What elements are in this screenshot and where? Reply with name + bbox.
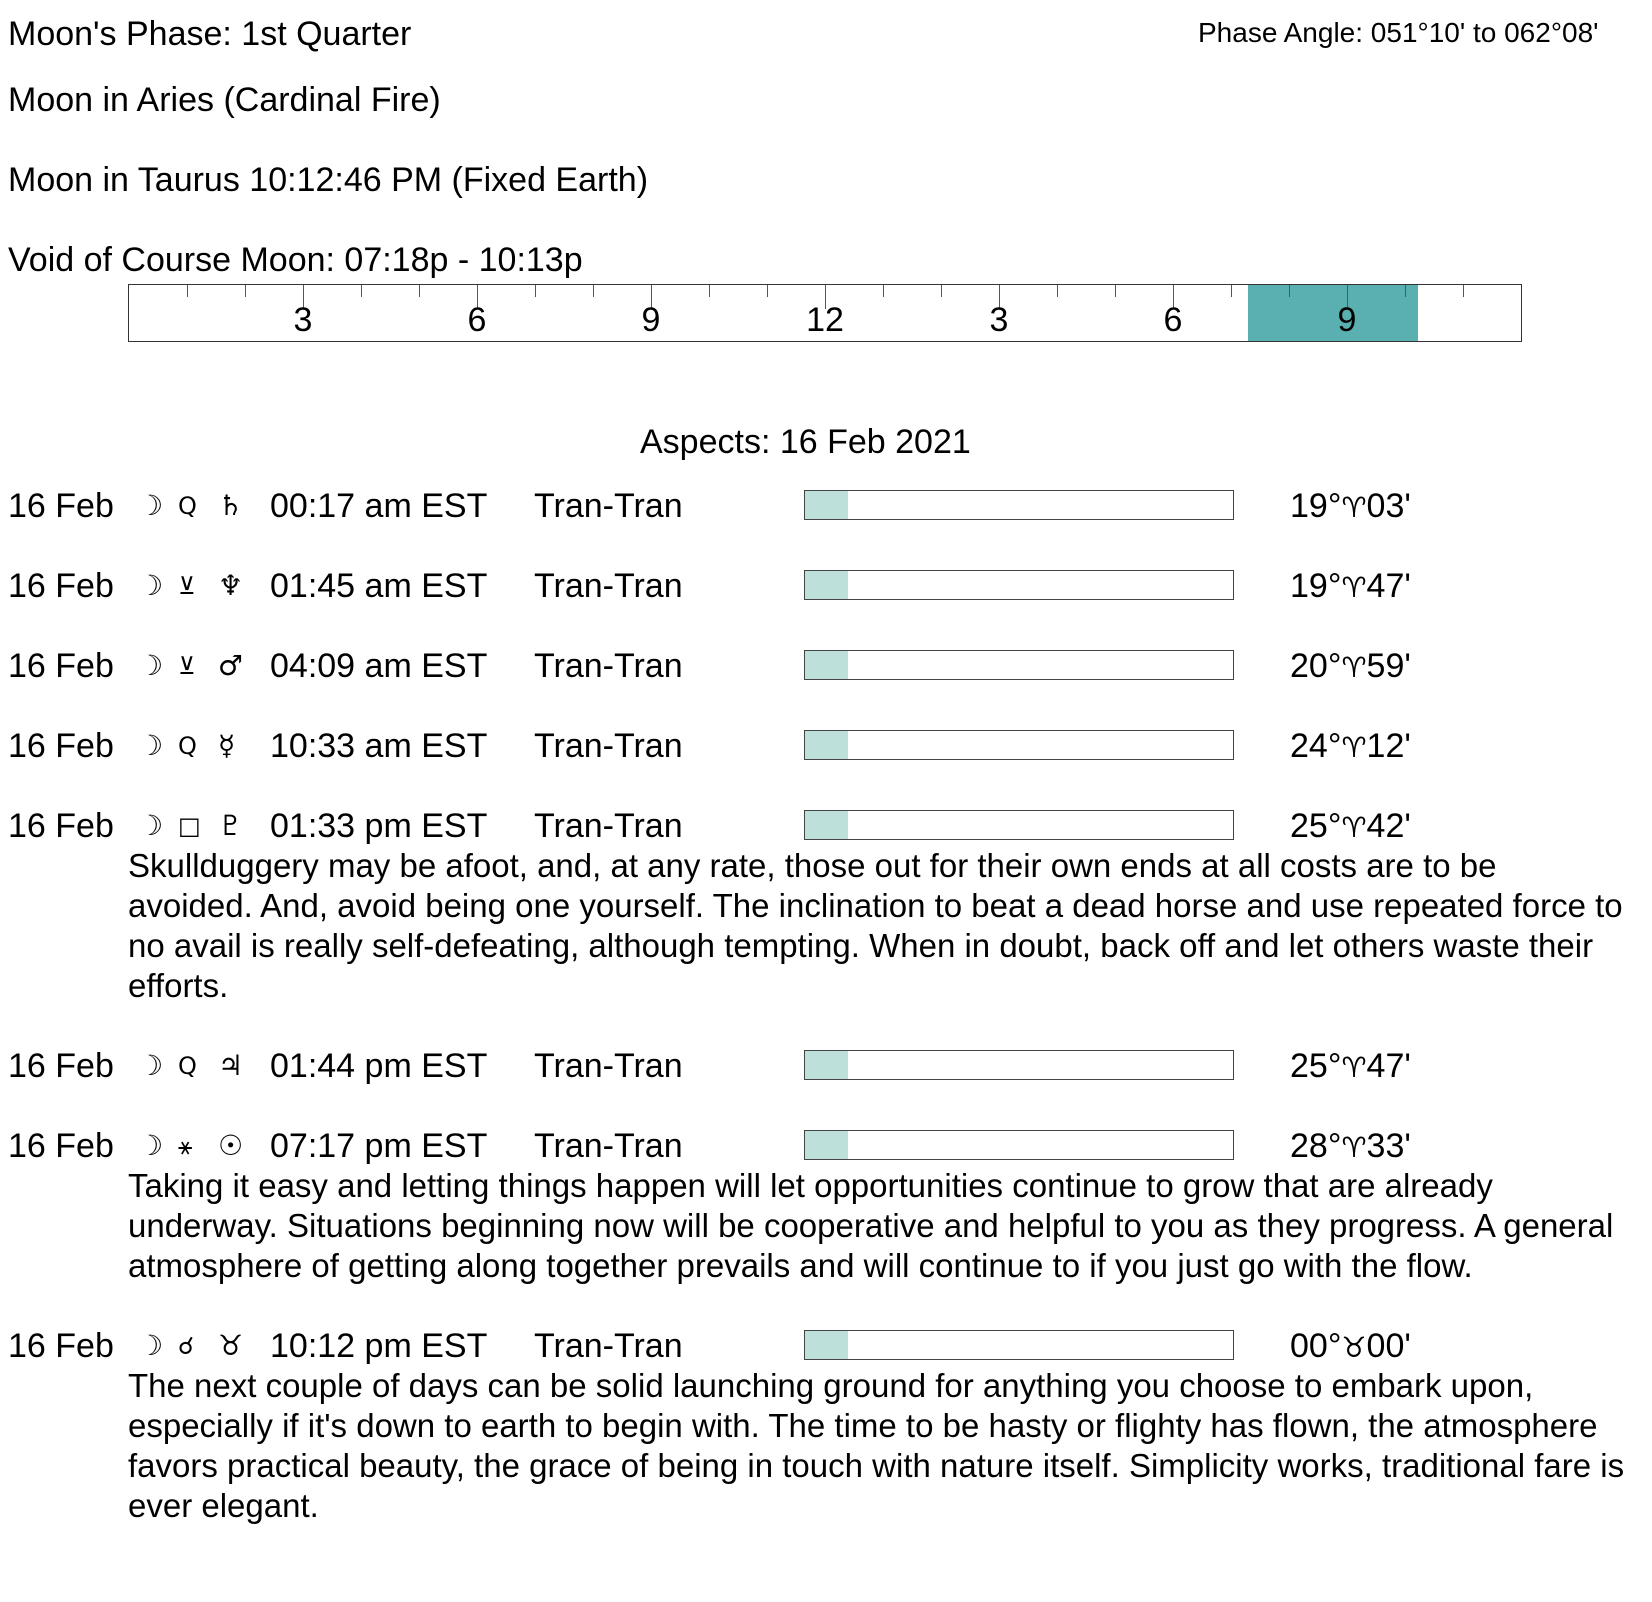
moon-glyph-icon: ☽ bbox=[138, 729, 164, 762]
position-minutes: 33' bbox=[1366, 1127, 1411, 1165]
aspect-position bbox=[1290, 486, 1411, 528]
position-degree: 28° bbox=[1290, 1127, 1342, 1165]
timeline-tick bbox=[593, 285, 594, 297]
moon-header bbox=[0, 0, 1652, 284]
position-minutes: 47' bbox=[1366, 567, 1411, 605]
timeline-tick bbox=[187, 285, 188, 297]
aspect-row bbox=[8, 646, 1652, 686]
aspect-row bbox=[8, 726, 1652, 766]
aspect-time: 10:12 pm EST bbox=[270, 1327, 488, 1365]
moon-sign-line bbox=[0, 80, 1652, 160]
position-degree: 00° bbox=[1290, 1327, 1342, 1365]
position-degree: 25° bbox=[1290, 1047, 1342, 1085]
aspect-strength-fill bbox=[805, 651, 848, 679]
aspect-glyph-icon: □ bbox=[178, 812, 201, 840]
aspect-strength-bar bbox=[804, 730, 1234, 760]
moon-glyph-icon: ☽ bbox=[138, 1049, 164, 1082]
aspect-row bbox=[8, 1326, 1652, 1366]
aspect-position bbox=[1290, 1046, 1411, 1088]
zodiac-sign-icon: ♈ bbox=[1341, 491, 1367, 524]
aspect-strength-bar bbox=[804, 650, 1234, 680]
aspect-time: 00:17 am EST bbox=[270, 487, 488, 525]
aspect-strength-fill bbox=[805, 731, 848, 759]
aspect-kind: Tran-Tran bbox=[534, 1327, 683, 1365]
timeline-tick bbox=[1115, 285, 1116, 297]
position-degree: 19° bbox=[1290, 567, 1342, 605]
aspect-kind: Tran-Tran bbox=[534, 1127, 683, 1165]
timeline-hour-label: 12 bbox=[806, 301, 844, 339]
planet-glyph-icon: ♆ bbox=[218, 569, 244, 602]
position-minutes: 12' bbox=[1366, 727, 1411, 765]
moon-sign: Moon in Aries (Cardinal Fire) bbox=[8, 81, 441, 119]
aspect-kind: Tran-Tran bbox=[534, 487, 683, 525]
aspect-time: 01:33 pm EST bbox=[270, 807, 488, 845]
moon-ingress-line bbox=[0, 160, 1652, 240]
aspect-row bbox=[8, 1046, 1652, 1086]
aspect-strength-fill bbox=[805, 1331, 848, 1359]
aspect-glyph-icon: Q bbox=[178, 1052, 197, 1080]
aspect-kind: Tran-Tran bbox=[534, 807, 683, 845]
moon-glyph-icon: ☽ bbox=[138, 1329, 164, 1362]
timeline-tick bbox=[419, 285, 420, 297]
aspect-position bbox=[1290, 646, 1411, 688]
planet-glyph-icon: ♇ bbox=[218, 809, 244, 842]
timeline-tick bbox=[767, 285, 768, 297]
aspect-entry bbox=[0, 726, 1652, 766]
aspect-row bbox=[8, 806, 1652, 846]
aspect-time: 01:45 am EST bbox=[270, 567, 488, 605]
aspect-strength-bar bbox=[804, 1050, 1234, 1080]
aspect-interpretation: Taking it easy and letting things happen will let opportunities continue to grow that are already underway. Situations beginning now will be cooperative and helpful to you as they progress. A general atmosphere of getting along together prevails and will continue to if you just go with the flow. bbox=[128, 1167, 1614, 1284]
moon-glyph-icon: ☽ bbox=[138, 649, 164, 682]
aspect-entry bbox=[0, 486, 1652, 526]
aspect-entry bbox=[0, 566, 1652, 606]
aspect-position bbox=[1290, 566, 1411, 608]
zodiac-sign-icon: ♈ bbox=[1341, 1051, 1367, 1084]
zodiac-sign-icon: ♈ bbox=[1341, 651, 1367, 684]
planet-glyph-icon: ♃ bbox=[218, 1049, 244, 1082]
aspect-strength-bar bbox=[804, 1130, 1234, 1160]
aspect-glyph-icon: ⚹ bbox=[178, 1132, 193, 1160]
position-minutes: 47' bbox=[1366, 1047, 1411, 1085]
position-minutes: 00' bbox=[1366, 1327, 1411, 1365]
aspect-time: 07:17 pm EST bbox=[270, 1127, 488, 1165]
aspect-date: 16 Feb bbox=[8, 567, 114, 605]
aspect-strength-fill bbox=[805, 1051, 848, 1079]
zodiac-sign-icon: ♈ bbox=[1341, 571, 1367, 604]
aspect-time: 04:09 am EST bbox=[270, 647, 488, 685]
position-degree: 25° bbox=[1290, 807, 1342, 845]
aspect-kind: Tran-Tran bbox=[534, 1047, 683, 1085]
position-degree: 20° bbox=[1290, 647, 1342, 685]
aspect-glyph-icon: ☌ bbox=[178, 1332, 195, 1360]
aspect-time: 01:44 pm EST bbox=[270, 1047, 488, 1085]
aspect-glyph-icon: Q bbox=[178, 492, 197, 520]
aspects-list bbox=[0, 486, 1652, 1526]
aspect-strength-fill bbox=[805, 491, 848, 519]
aspect-position bbox=[1290, 806, 1411, 848]
aspect-strength-bar bbox=[804, 810, 1234, 840]
aspect-glyph-icon: ⊻ bbox=[178, 652, 196, 680]
timeline-tick bbox=[245, 285, 246, 297]
aspect-entry bbox=[0, 1126, 1652, 1286]
aspect-interpretation: The next couple of days can be solid launching ground for anything you choose to embark upon, especially if it's down to earth to begin with. The time to be hasty or flighty has flown, the atmosphere favors practical beauty, the grace of being in touch with nature itself. Simplicity works, traditional fare is ever elegant. bbox=[128, 1367, 1625, 1524]
timeline-tick bbox=[361, 285, 362, 297]
aspect-kind: Tran-Tran bbox=[534, 727, 683, 765]
aspect-entry bbox=[0, 646, 1652, 686]
aspect-kind: Tran-Tran bbox=[534, 567, 683, 605]
planet-glyph-icon: ♂ bbox=[218, 649, 244, 682]
void-of-course: Void of Course Moon: 07:18p - 10:13p bbox=[8, 241, 583, 279]
phase-angle: Phase Angle: 051°10' to 062°08' bbox=[1198, 17, 1599, 48]
aspect-strength-bar bbox=[804, 570, 1234, 600]
moon-ingress: Moon in Taurus 10:12:46 PM (Fixed Earth) bbox=[8, 161, 649, 199]
moon-glyph-icon: ☽ bbox=[138, 569, 164, 602]
aspect-date: 16 Feb bbox=[8, 1047, 114, 1085]
void-of-course-timeline bbox=[128, 284, 1522, 342]
planet-glyph-icon: ♄ bbox=[218, 489, 244, 522]
aspect-strength-fill bbox=[805, 811, 848, 839]
aspect-glyph-icon: ⊻ bbox=[178, 572, 196, 600]
aspect-time: 10:33 am EST bbox=[270, 727, 488, 765]
aspect-interpretation: Skullduggery may be afoot, and, at any rate, those out for their own ends at all costs are to be avoided. And, avoid being one yourself. The inclination to beat a dead horse and use repeated force to no avail is really self-defeating, although tempting. When in doubt, back off and let others waste their efforts. bbox=[128, 847, 1623, 1004]
aspect-kind: Tran-Tran bbox=[534, 647, 683, 685]
timeline-tick bbox=[1057, 285, 1058, 297]
void-of-course-line bbox=[0, 240, 1652, 284]
aspect-entry bbox=[0, 1326, 1652, 1526]
aspect-strength-fill bbox=[805, 1131, 848, 1159]
timeline-tick bbox=[883, 285, 884, 297]
aspect-date: 16 Feb bbox=[8, 727, 114, 765]
timeline-hour-label: 3 bbox=[989, 301, 1009, 339]
timeline-hour-label: 6 bbox=[467, 301, 487, 339]
zodiac-sign-icon: ♉ bbox=[1341, 1331, 1367, 1364]
timeline-tick bbox=[941, 285, 942, 297]
aspect-row bbox=[8, 1126, 1652, 1166]
timeline-hour-label: 9 bbox=[641, 301, 661, 339]
zodiac-sign-icon: ♈ bbox=[1341, 1131, 1367, 1164]
aspect-position bbox=[1290, 1326, 1411, 1368]
timeline-tick bbox=[1405, 285, 1406, 297]
aspect-glyph-icon: Q bbox=[178, 732, 197, 760]
timeline-hour-label: 6 bbox=[1163, 301, 1183, 339]
timeline-tick bbox=[1463, 285, 1464, 297]
aspect-position bbox=[1290, 726, 1411, 768]
moon-glyph-icon: ☽ bbox=[138, 1129, 164, 1162]
aspect-date: 16 Feb bbox=[8, 807, 114, 845]
aspect-date: 16 Feb bbox=[8, 1127, 114, 1165]
aspect-position bbox=[1290, 1126, 1411, 1168]
position-degree: 19° bbox=[1290, 487, 1342, 525]
timeline-tick bbox=[1289, 285, 1290, 297]
aspect-date: 16 Feb bbox=[8, 487, 114, 525]
aspect-row bbox=[8, 486, 1652, 526]
aspect-date: 16 Feb bbox=[8, 1327, 114, 1365]
moon-glyph-icon: ☽ bbox=[138, 809, 164, 842]
timeline-tick bbox=[535, 285, 536, 297]
aspect-strength-fill bbox=[805, 571, 848, 599]
aspect-entry bbox=[0, 806, 1652, 1006]
zodiac-sign-icon: ♈ bbox=[1341, 811, 1367, 844]
timeline-hour-label: 3 bbox=[293, 301, 313, 339]
void-of-course-highlight bbox=[1248, 285, 1417, 341]
aspect-row bbox=[8, 566, 1652, 606]
moon-glyph-icon: ☽ bbox=[138, 489, 164, 522]
zodiac-sign-icon: ♈ bbox=[1341, 731, 1367, 764]
planet-glyph-icon: ☉ bbox=[218, 1129, 244, 1162]
planet-glyph-icon: ☿ bbox=[218, 729, 236, 762]
position-minutes: 03' bbox=[1366, 487, 1411, 525]
moon-phase: Moon's Phase: 1st Quarter bbox=[8, 15, 412, 53]
aspect-entry bbox=[0, 1046, 1652, 1086]
timeline-tick bbox=[1231, 285, 1232, 297]
aspect-strength-bar bbox=[804, 1330, 1234, 1360]
timeline-tick bbox=[709, 285, 710, 297]
position-minutes: 59' bbox=[1366, 647, 1411, 685]
aspects-title: Aspects: 16 Feb 2021 bbox=[640, 423, 971, 461]
aspect-strength-bar bbox=[804, 490, 1234, 520]
position-degree: 24° bbox=[1290, 727, 1342, 765]
timeline-hour-label: 9 bbox=[1337, 301, 1357, 339]
planet-glyph-icon: ♉ bbox=[218, 1329, 244, 1362]
aspect-date: 16 Feb bbox=[8, 647, 114, 685]
position-minutes: 42' bbox=[1366, 807, 1411, 845]
